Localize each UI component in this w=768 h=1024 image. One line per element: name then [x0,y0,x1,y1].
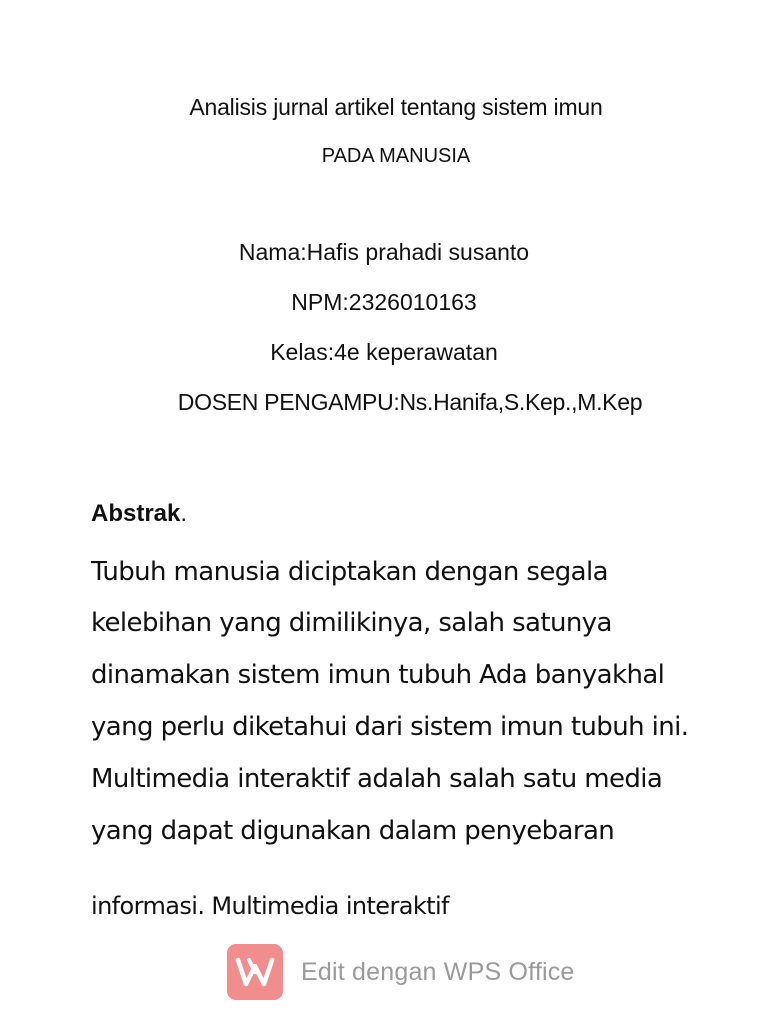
abstract-line: dinamakan sistem imun tubuh Ada banyakhal [91,660,665,690]
document-subtitle: PADA MANUSIA [321,145,471,167]
student-id: NPM:2326010163 [291,289,477,315]
document-title: Analisis jurnal artikel tentang sistem imun [189,94,603,120]
wps-edit-label[interactable]: Edit dengan WPS Office [301,957,575,986]
class-info: Kelas:4e keperawatan [270,339,498,365]
abstract-heading-text: Abstrak [91,500,181,527]
abstract-line: yang perlu diketahui dari sistem imun tubuh ini. [91,712,689,742]
abstract-line: yang dapat digunakan dalam penyebaran [91,816,615,846]
abstract-heading [91,502,187,526]
lecturer-info: DOSEN PENGAMPU:Ns.Hanifa,S.Kep.,M.Kep [177,389,643,415]
abstract-line: Tubuh manusia diciptakan dengan segala [91,557,608,587]
wps-office-logo-icon[interactable] [227,944,283,1000]
abstract-line: Multimedia interaktif adalah salah satu media [91,764,663,794]
wps-edit-banner[interactable] [227,943,575,1001]
abstract-heading-period: . [180,500,188,527]
author-name: Nama:Hafis prahadi susanto [238,239,530,265]
abstract-line: kelebihan yang dimilikinya, salah satunya [91,608,612,638]
abstract-line: informasi. Multimedia interaktif [91,892,449,920]
